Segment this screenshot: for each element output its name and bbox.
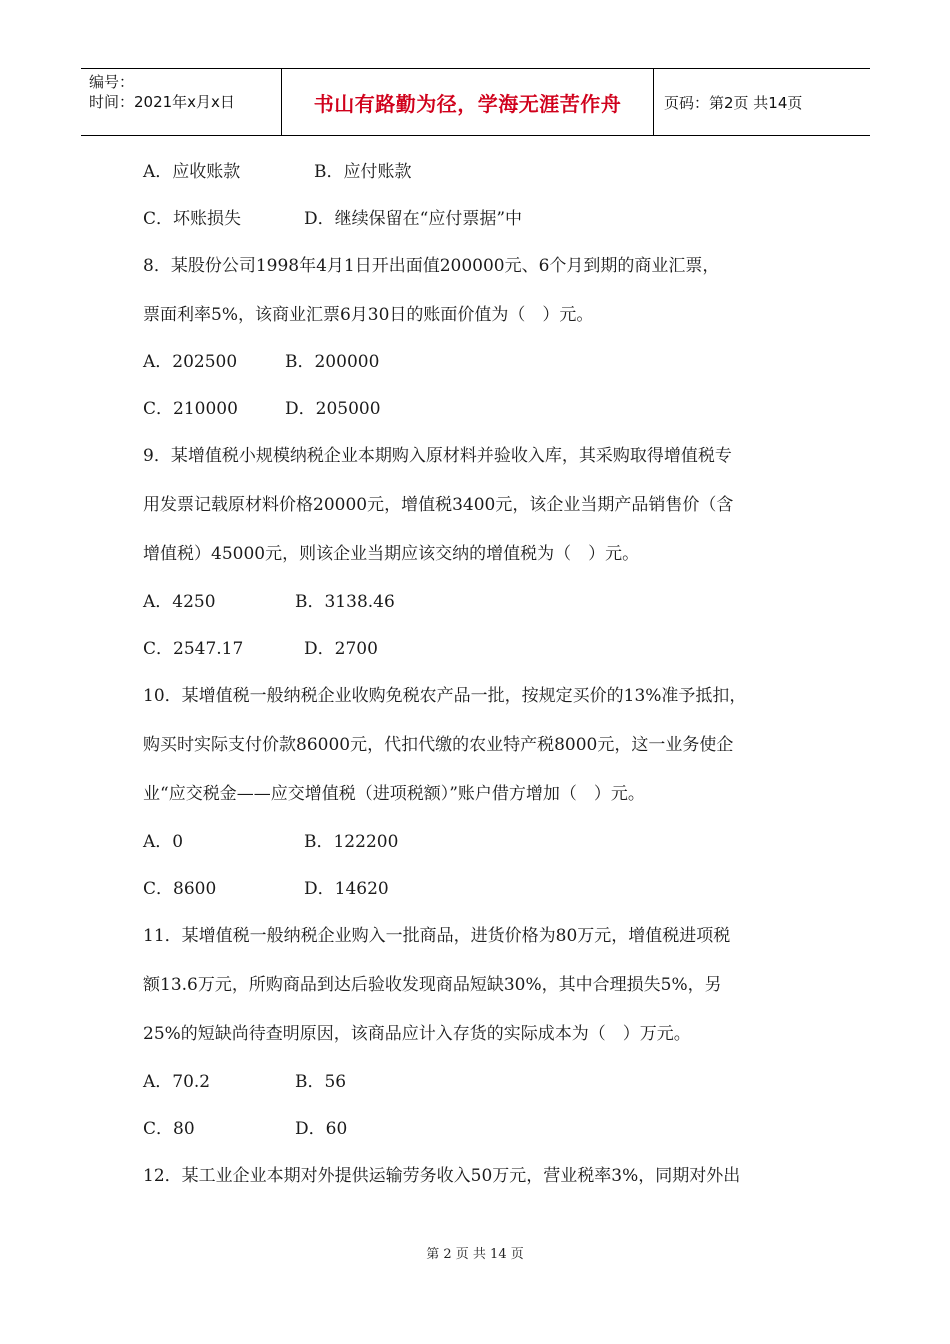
time-label: 时间：2021年x月x日: [89, 93, 235, 111]
q7-option-c: C．坏账损失: [143, 209, 242, 229]
number-label: 编号：: [89, 73, 135, 91]
q10-option-a: A．0: [143, 832, 184, 852]
q11-text-line-2: 额13.6万元，所购商品到达后验收发现商品短缺30%，其中合理损失5%，另: [143, 975, 722, 995]
q8-option-d: D．205000: [285, 399, 381, 419]
q9-text-line-2: 用发票记载原材料价格20000元，增值税3400元，该企业当期产品销售价（含: [143, 495, 734, 515]
q7-option-a: A．应收账款: [143, 162, 241, 182]
header-page-info: 页码：第2页 共14页: [664, 93, 803, 112]
q8-option-c: C．210000: [143, 399, 238, 419]
q10-text-line-3: 业“应交税金——应交增值税（进项税额）”账户借方增加（ ）元。: [143, 784, 645, 804]
q7-option-d: D．继续保留在“应付票据”中: [304, 209, 523, 229]
page-footer: 第 2 页 共 14 页: [426, 1247, 524, 1262]
q9-option-c: C．2547.17: [143, 639, 244, 659]
q11-option-a: A．70.2: [143, 1072, 211, 1092]
q9-option-b: B．3138.46: [295, 592, 395, 612]
q8-text-line-2: 票面利率5%，该商业汇票6月30日的账面价值为（ ）元。: [143, 305, 594, 325]
q7-option-b: B．应付账款: [314, 162, 412, 182]
q8-option-a: A．202500: [143, 352, 238, 372]
q11-option-c: C．80: [143, 1119, 195, 1139]
q9-option-d: D．2700: [304, 639, 378, 659]
q11-text-line-1: 11．某增值税一般纳税企业购入一批商品，进货价格为80万元，增值税进项税: [143, 926, 731, 946]
q11-option-b: B．56: [295, 1072, 347, 1092]
header-meta: [81, 69, 281, 135]
q10-option-d: D．14620: [304, 879, 389, 899]
q9-text-line-1: 9．某增值税小规模纳税企业本期购入原材料并验收入库，其采购取得增值税专: [143, 446, 732, 466]
q10-text-line-2: 购买时实际支付价款86000元，代扣代缴的农业特产税8000元，这一业务使企: [143, 735, 734, 755]
q9-text-line-3: 增值税）45000元，则该企业当期应该交纳的增值税为（ ）元。: [143, 544, 640, 564]
q11-option-d: D．60: [295, 1119, 348, 1139]
q10-option-c: C．8600: [143, 879, 217, 899]
q11-text-line-3: 25%的短缺尚待查明原因，该商品应计入存货的实际成本为（ ）万元。: [143, 1024, 691, 1044]
q12-text-line-1: 12．某工业企业本期对外提供运输劳务收入50万元，营业税率3%，同期对外出: [143, 1166, 741, 1186]
q8-text-line-1: 8．某股份公司1998年4月1日开出面值200000元、6个月到期的商业汇票，: [143, 256, 720, 276]
q10-text-line-1: 10．某增值税一般纳税企业收购免税农产品一批，按规定买价的13%准予抵扣，: [143, 686, 747, 706]
header-motto: 书山有路勤为径，学海无涯苦作舟: [281, 69, 654, 135]
q9-option-a: A．4250: [143, 592, 216, 612]
page-header: [81, 68, 870, 136]
q10-option-b: B．122200: [304, 832, 399, 852]
q8-option-b: B．200000: [285, 352, 380, 372]
